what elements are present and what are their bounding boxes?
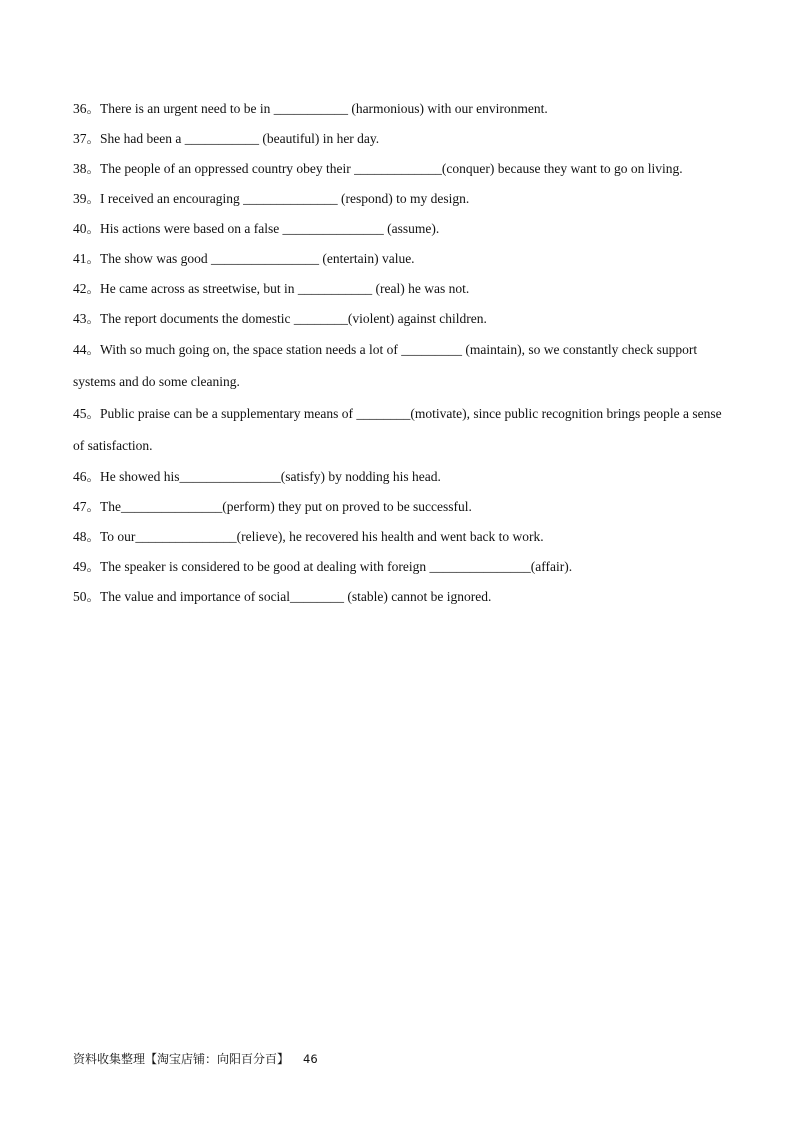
item-number: 39。 (73, 191, 100, 206)
exercise-item-43 (73, 304, 733, 334)
exercise-item-49 (73, 552, 733, 582)
exercise-item-42 (73, 274, 733, 304)
item-number: 41。 (73, 251, 100, 266)
exercise-list (73, 94, 733, 612)
exercise-item-40 (73, 214, 733, 244)
footer-source-text: 资料收集整理【淘宝店铺：向阳百分百】 (73, 1052, 290, 1066)
item-number: 46。 (73, 469, 100, 484)
item-text: She had been a ___________ (beautiful) in her day. (100, 131, 380, 146)
item-text: His actions were based on a false _______________ (assume). (100, 221, 440, 236)
exercise-item-47 (73, 492, 733, 522)
exercise-item-36 (73, 94, 733, 124)
exercise-item-45 (73, 398, 733, 462)
item-number: 45。 (73, 406, 100, 421)
item-number: 40。 (73, 221, 100, 236)
item-text: The people of an oppressed country obey their _____________(conquer) because they want to go on living. (100, 161, 683, 176)
item-text: The show was good ________________ (entertain) value. (100, 251, 415, 266)
item-text: The speaker is considered to be good at dealing with foreign _______________(affair). (100, 559, 573, 574)
item-text: The report documents the domestic ________(violent) against children. (100, 311, 487, 326)
item-text: There is an urgent need to be in ___________ (harmonious) with our environment. (100, 101, 548, 116)
item-text: He came across as streetwise, but in ___________ (real) he was not. (100, 281, 470, 296)
item-number: 38。 (73, 161, 100, 176)
exercise-item-37 (73, 124, 733, 154)
exercise-item-50 (73, 582, 733, 612)
item-number: 42。 (73, 281, 100, 296)
item-text: The_______________(perform) they put on proved to be successful. (100, 499, 472, 514)
item-text: I received an encouraging ______________ (respond) to my design. (100, 191, 470, 206)
exercise-item-41 (73, 244, 733, 274)
exercise-item-48 (73, 522, 733, 552)
item-number: 36。 (73, 101, 100, 116)
item-text: Public praise can be a supplementary means of ________(motivate), since public recognition brings people a sense of satisfaction. (73, 406, 722, 453)
item-number: 44。 (73, 342, 100, 357)
item-number: 49。 (73, 559, 100, 574)
item-number: 50。 (73, 589, 100, 604)
item-number: 47。 (73, 499, 100, 514)
page-footer (73, 1050, 318, 1067)
page-number: 46 (303, 1052, 318, 1066)
exercise-item-44 (73, 334, 733, 398)
item-number: 43。 (73, 311, 100, 326)
item-text: The value and importance of social________ (stable) cannot be ignored. (100, 589, 492, 604)
item-text: He showed his_______________(satisfy) by nodding his head. (100, 469, 441, 484)
exercise-item-38 (73, 154, 733, 184)
exercise-item-39 (73, 184, 733, 214)
item-number: 37。 (73, 131, 100, 146)
item-text: To our_______________(relieve), he recovered his health and went back to work. (100, 529, 544, 544)
item-number: 48。 (73, 529, 100, 544)
exercise-item-46 (73, 462, 733, 492)
item-text: With so much going on, the space station needs a lot of _________ (maintain), so we constantly check support systems and do some cleaning. (73, 342, 698, 389)
